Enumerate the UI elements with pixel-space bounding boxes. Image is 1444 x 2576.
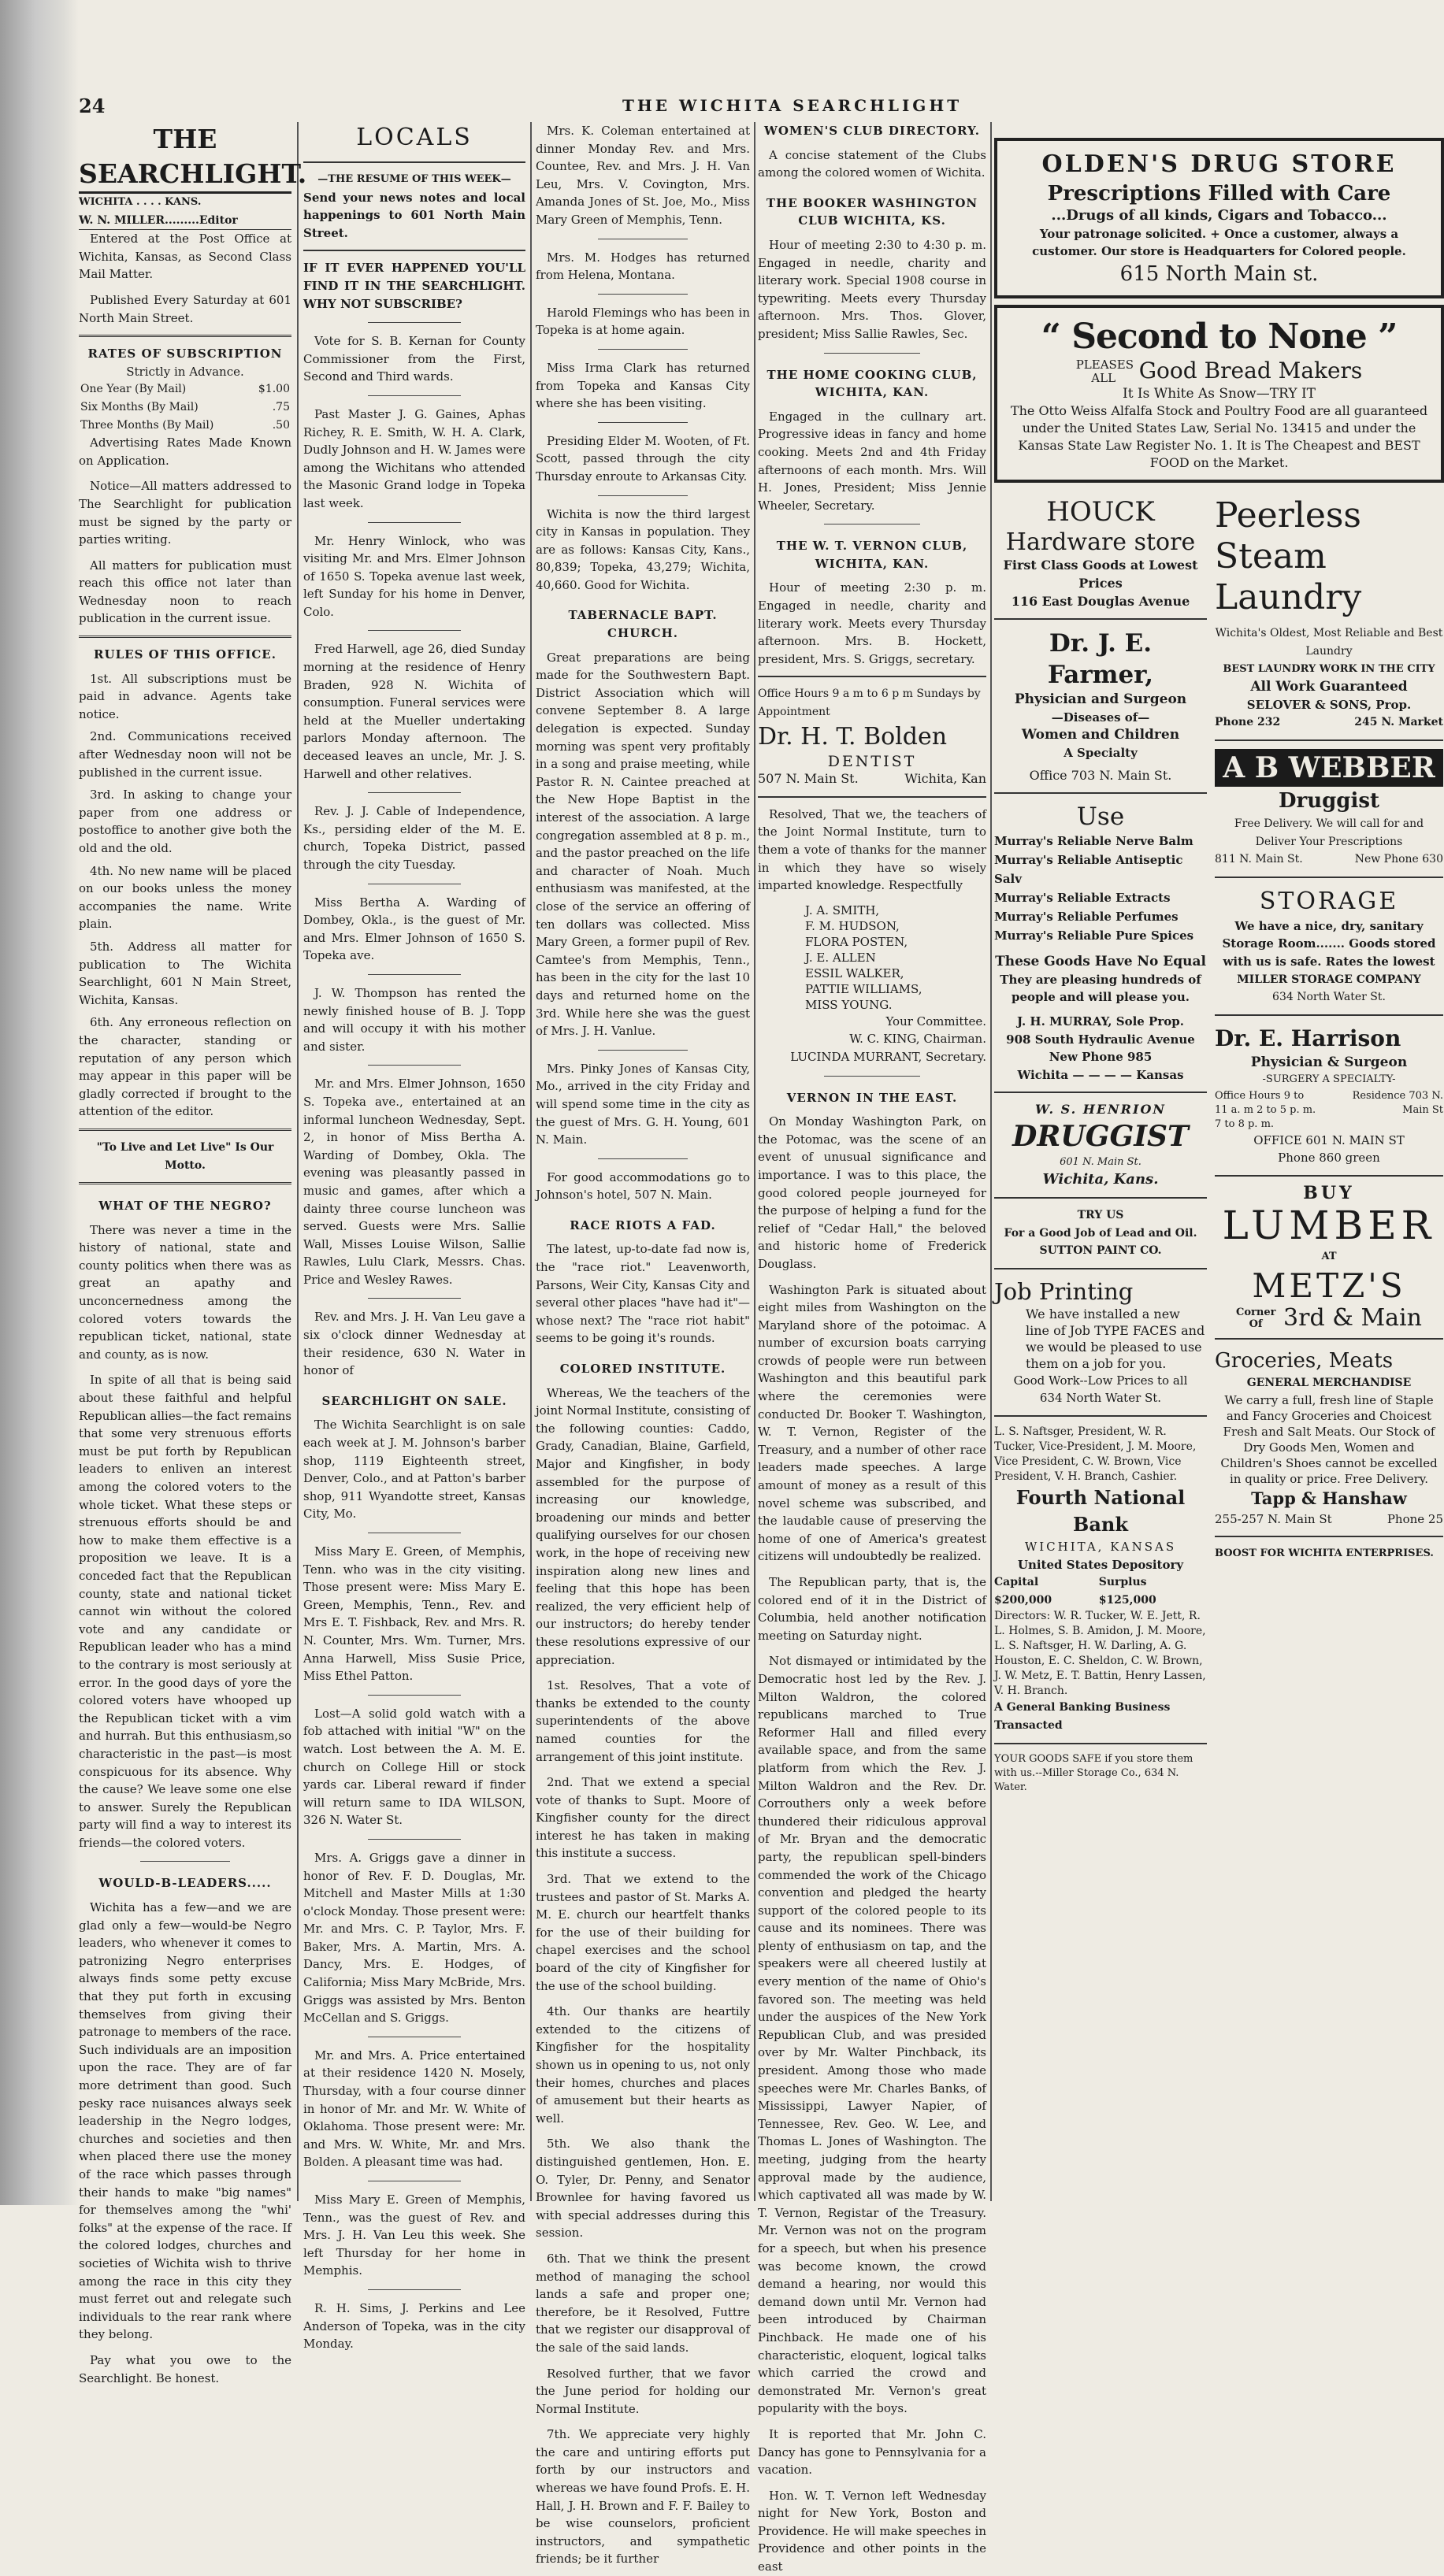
article-paragraph: The Republican party, that is, the colored end of it in the District of Columbia, held another notification meeting on Saturday night. [758,1575,986,1643]
divider [598,1158,688,1159]
divider [79,335,291,337]
divider [79,1129,291,1131]
houck-ad [994,495,1207,610]
bank-officers: L. S. Naftsger, President, W. R. Tucker, Vice-President, J. M. Moore, Vice President, C. W. Brown, Vice President, V. H. Branch, Cashier. [994,1425,1197,1484]
subscribe-notice: IF IT EVER HAPPENED YOU'LL FIND IT IN THE SEARCHLIGHT. WHY NOT SUBSCRIBE? [303,261,525,311]
harrison-name: Dr. E. Harrison [1215,1025,1401,1051]
divider [368,522,461,523]
dentist-name: Dr. H. T. Bolden [758,722,948,751]
olden-line: ...Drugs of all kinds, Cigars and Tobacco... [1051,207,1387,224]
club-heading: THE W. T. VERNON CLUB, WICHITA, KAN. [776,539,968,571]
local-item: Mr. and Mrs. Elmer Johnson, 1650 S. Topeka ave., entertained at an informal luncheon Wednesday, Sept. 2, in honor of Miss Bertha A. Warding of Dombey, Okla. The evening was pleasantly passed in music and games, after which a dainty three course luncheon was served. Guests were Mrs. Sallie Wall, Misses Louise Wilson, Sallie Rawles, Lulu Clark, Messrs. Chas. Price and Wesley Rawes. [303,1077,525,1287]
tapp-hanshaw-ad [1215,1347,1443,1528]
henrion-address: 601 N. Main St. [1060,1155,1141,1168]
divider [758,796,986,798]
bank-city: WICHITA, KANSAS [1024,1540,1177,1555]
bank-depository: United States Depository [1017,1557,1184,1572]
article-paragraph: Whereas, We the teachers of the joint Normal Institute, consisting of the following counties: Caddo, Grady, Canadian, Blaine, Garfield, Major and Kingfisher, in body assembled for the purpose of increasing our knowledge, broadening our minds and better qualifying ourselves for our chosen work, in the hope of receiving new inspiration along new lines and feeling that this hope has been realized, the very efficient help of our instructors; do hereby tender these resolutions expressive of our appreciation. [536,1385,750,1667]
article-paragraph: There was never a time in the history of national, state and county politics when there was as great an apathy and unconcernedness among the colored voters towards the republican ticket, national, state and county, as is now. [79,1222,291,1362]
motto: "To Live and Let Live" Is Our Motto. [96,1140,274,1172]
club-text: Hour of meeting 2:30 p. m. Engaged in needle, charity and literary work. Meets every Thursday afternoon. Mrs. B. Hockett, president, Mrs. S. Griggs, secretary. [758,580,986,666]
rate-row [79,417,291,435]
signer: J. E. ALLEN [805,950,876,965]
column-locals [303,122,525,2352]
harrison-hours-row [1215,1089,1443,1132]
local-item: Presiding Elder M. Wooten, of Ft. Scott, passed through the city Thursday enroute to Arkansas City. [536,433,750,484]
committee-line: Your Committee. [885,1014,986,1029]
editor-line: W. N. MILLER.........Editor [79,212,291,231]
use-item: Murray's Reliable Nerve Balm [994,834,1193,849]
article-paragraph: 7th. We appreciate very highly the care and untiring efforts put forth by our instructors and whereas we have found Profs. E. H. Hall, J. H. Brown and F. F. Bailey to be wise counselors, proficient instructors, and sympathetic friends; be it further [536,2427,750,2567]
ads-grid [994,495,1444,1794]
signer: MISS YOUNG. [805,997,893,1012]
divider [994,1092,1207,1093]
column-clubs [758,122,986,2574]
divider [758,676,986,677]
divider [1215,1338,1443,1340]
henrion-druggist: DRUGGIST [1012,1119,1189,1153]
column-advertisements [994,122,1444,2201]
article-paragraph: On Monday Washington Park, on the Potomac, was the scene of an event of unusual significance and importance. I was to this place, the good colored people journeyed for the purpose of helping a fund for the relief of "Cedar Hall," the beloved and historic home of Frederick Douglass. [758,1114,986,1271]
use-item: Murray's Reliable Pure Spices [994,928,1194,943]
divider [368,1298,461,1299]
job-address: 634 North Water St. [1039,1391,1162,1406]
divider [824,353,920,354]
local-item: Lost—A solid gold watch with a fob attached with initial "W" on the watch. Lost between the A. M. E. church on College Hill or stock yards car. Liberal reward if finder will return same to IDA WILSON, 326 N. Water St. [303,1706,525,1828]
rate-price: .75 [272,400,290,413]
article-heading: WOMEN'S CLUB DIRECTORY. [763,124,981,138]
tapp-contact-row [1215,1510,1443,1529]
storage-safe-notice: YOUR GOODS SAFE if you store them with us.--Miller Storage Co., 634 N. Water. [994,1752,1193,1793]
bank-general: A General Banking Business Transacted [994,1701,1171,1732]
sutton-ad [994,1206,1207,1260]
advertising-line: Advertising Rates Made Known on Application. [79,436,291,468]
local-item: Miss Irma Clark has returned from Topeka and Kansas City where she has been visiting. [536,360,750,411]
article-paragraph: Pay what you owe to the Searchlight. Be honest. [79,2352,291,2385]
olden-address: 615 North Main st. [1119,261,1319,286]
bank-capital: Capital $200,000 [994,1576,1052,1607]
peerless-word-3: Laundry [1215,577,1362,618]
rule-item: 3rd. In asking to change your paper from one address or postoffice to another give both the old and the old. [79,788,291,855]
divider [994,1197,1207,1199]
divider [598,495,688,496]
paper-place: WICHITA . . . . KANS. [79,196,202,208]
use-item: Murray's Reliable Extracts [994,891,1171,906]
paper-name: THE WICHITA SEARCHLIGHT [622,96,963,115]
divider [303,250,525,251]
local-item: Mr. Henry Winlock, who was visiting Mr. and Mrs. Elmer Johnson of 1650 S. Topeka avenue last week, left Sunday for his home in Denver, Colo. [303,533,525,619]
local-item: Vote for S. B. Kernan for County Commissioner from the First, Second and Third wards. [303,334,525,384]
henrion-name: W. S. HENRION [1034,1102,1167,1118]
peerless-word-2: Steam [1215,536,1327,577]
farmer-office: Office 703 N. Main St. [1029,767,1172,783]
divider [1215,1536,1443,1537]
lumber-buy: BUY [1303,1183,1355,1204]
local-item: J. W. Thompson has rented the newly finished house of B. J. Topp and will occupy it with his mother and sister. [303,985,525,1054]
lumber-at: AT [1321,1250,1337,1262]
article-heading: RACE RIOTS A FAD. [570,1218,716,1232]
lumber-location: 3rd & Main [1283,1303,1422,1332]
white-as-snow: It Is White As Snow—TRY IT [1122,385,1316,402]
article-paragraph: Resolved further, that we favor the June period for holding our Normal Institute. [536,2366,750,2416]
post-office-entry: Entered at the Post Office at Wichita, Kansas, as Second Class Mail Matter. [79,232,291,282]
local-item: Miss Mary E. Green, of Memphis, Tenn. who was in the city visiting. Those present were: Miss Mary E. Green, Memphis, Tenn., Rev. and Mrs E. T. Fishback, Rev. and Mrs. R. N. Counter, Mrs. Wm. Turner, Mrs. Anna Harwell, Miss Susie Price, Miss Ethel Patton. [303,1544,525,1684]
divider [994,618,1207,620]
article-paragraph: 2nd. That we extend a special vote of thanks to Supt. Moore of Kingfisher county for the direct interest he has taken in making this institute a success. [536,1775,750,1861]
club-text: Engaged in the cullnary art. Progressive ideas in fancy and home cooking. Meets 2nd and 4th Friday afternoons of each month. Mrs. Will H. Jones, President; Miss Jennie Wheeler, Secretary. [758,409,986,513]
club-text: Hour of meeting 2:30 to 4:30 p. m. Engaged in needle, charity and literary work. Special 1908 course in typewriting. Meets every Thursday afternoon. Mrs. Thos. Glover, president; Miss Sallie Rawles, Sec. [758,237,986,341]
signers-list [758,903,986,1013]
rate-label: Three Months (By Mail) [80,418,214,432]
article-paragraph: 5th. We also thank the distinguished gentlemen, Hon. E. O. Tyler, Dr. Penny, and Senator Brownlee for having favored us with special addresses during this session. [536,2137,750,2241]
page-number: 24 [79,95,106,117]
olden-tagline: Prescriptions Filled with Care [1047,182,1391,206]
club-heading: THE BOOKER WASHINGTON CLUB WICHITA, KS. [766,195,978,228]
rule-item: 6th. Any erroneous reflection on the character, standing or reputation of any person which may appear in this paper will be gladly corrected if brought to the attention of the editor. [79,1015,291,1119]
article-heading: VERNON IN THE EAST. [786,1090,958,1105]
divider [368,322,461,323]
local-item: Rev. and Mrs. J. H. Van Leu gave a six o'clock dinner Wednesday at their residence, 630 N. Water in honor of [303,1310,525,1378]
henrion-ad [994,1101,1207,1189]
page-header [79,95,1444,118]
divider [368,1065,461,1066]
locals-title: LOCALS [356,124,473,151]
rate-label: Six Months (By Mail) [80,400,199,413]
murray-ad [994,802,1207,1084]
harrison-ad [1215,1024,1443,1167]
article-paragraph: Wichita has a few—and we are glad only a few—would-be Negro leaders, who whenever it comes to patronizing Negro enterprises always finds some petty excuse that they put forth in excusing themselves from giving their patronage to members of the race. Such individuals are an imposition upon the race. They are of far more detriment than good. Such pesky race nuisances always seek leadership in the Negro lodges, churches and societies and then when placed there use the money of the race which passes through their hands to make "big names" for themselves among the "whi' folks" at the expense of the race. If the colored lodges, churches and societies of Wichita wish to thrive among the race in this city they must ferret out and relegate such individuals to the rear rank where they belong. [79,1900,291,2342]
notice-deadline: All matters for publication must reach this office not later than Wednesday noon to reach publication in the current issue. [79,558,291,626]
metz-lumber-ad [1215,1184,1443,1330]
houck-hardware: Hardware store [1005,528,1196,557]
divider [368,2289,461,2290]
published-line: Published Every Saturday at 601 North Main Street. [79,292,291,325]
peerless-phone: Phone 232 [1215,716,1281,729]
article-heading: WHAT OF THE NEGRO? [98,1199,272,1214]
divider [368,974,461,975]
send-notice: Send your news notes and local happenings to 601 North Main Street. [303,190,525,240]
peerless-address: 245 N. Market [1354,716,1443,729]
signer: J. A. SMITH, [805,903,880,917]
rates-table [79,380,291,434]
murray-address: 908 South Hydraulic Avenue [1006,1032,1195,1047]
peerless-prop: SELOVER & SONS, Prop. [1246,697,1412,712]
no-equal: These Goods Have No Equal [995,954,1206,970]
murray-phone: New Phone 985 [1049,1050,1153,1065]
divider [368,1839,461,1840]
bank-capital-row [994,1573,1207,1609]
farmer-name: Dr. J. E. Farmer, [1047,629,1154,690]
signer: FLORA POSTEN, [805,934,908,949]
olden-name: OLDEN'S DRUG STORE [1041,150,1397,178]
dentist-hours: Office Hours 9 a m to 6 p m Sundays by Appointment [758,688,981,719]
divider [994,1415,1207,1417]
divider [140,1861,229,1862]
second-to-none-heading: “ Second to None ” [1041,316,1398,357]
pleases-all: PLEASES ALL [1075,357,1134,385]
groceries-text: We carry a full, fresh line of Staple and Fancy Groceries and Choicest Fresh and Salt Meats. Our Stock of Dry Goods Men, Women and Children's Shoes cannot be excelled in quality or price. Free Delivery. [1220,1392,1438,1486]
divider [368,395,461,396]
paper-title: THE SEARCHLIGHT. [79,122,291,194]
divider [598,294,688,295]
article-paragraph: Not dismayed or intimidated by the Democratic host led by the Rev. J. Milton Waldron, the colored republicans marched to True Reformer Hall and filled every available space, and from the same platform from which the Rev. J. Milton Waldron and the Rev. Dr. Corrouthers only a week before thundered their ridiculous approval of Mr. Bryan and the democratic party, the republican spell-binders commended the work of the Chicago convention and pledged the hearty support of the colored people to its cause and its nominees. There was plenty of enthusiasm on tap, and the speakers were all cheered lustily at every mention of the name of Ohio's favored son. The meeting was held under the auspices of the New York Republican Club, and was presided over by Mr. Walter Pinchback, its president. Among those who made speeches were Mr. Charles Banks, of Mississippi, Lawyer Napier, of Tennessee, Rev. Geo. W. Lee, and Thomas L. Jones of Washington. The meeting, judging from the hearty approval made by the audience, which captivated all was made by W. T. Vernon, Registar of the Treasury. Mr. Vernon was not on the program for a speech, but when his presence was become known, the crowd demand a hearing, nor would this demand down until Mr. Vernon had been introduced by Chairman Pinchback. He made one of his characteristic, eloquent, logical talks which carried the crowd and demonstrated Mr. Vernon's great popularity with the boys. [758,1654,986,2416]
rates-heading: RATES OF SUBSCRIPTION [87,347,283,361]
olden-solicit: Your patronage solicited. + Once a customer, always a customer. Our store is Headquarters for Colored people. [1032,226,1406,259]
lumber-location-row [1215,1303,1443,1332]
bank-name: Fourth National Bank [1015,1486,1186,1536]
lumber-word: LUMBER [1222,1202,1436,1248]
peerless-oldest: Wichita's Oldest, Most Reliable and Best Laundry [1215,627,1443,658]
signer: ESSIL WALKER, [805,966,904,980]
rule-item: 4th. No new name will be placed on our books unless the money accompanies the name. Write plain. [79,863,291,932]
local-item: Rev. J. J. Cable of Independence, Ks., persiding elder of the M. E. church, Topeka District, passed through the city Tuesday. [303,804,525,872]
webber-phone: New Phone 630 [1354,853,1443,866]
olden-drug-ad [994,138,1444,298]
article-heading: TABERNACLE BAPT. CHURCH. [568,608,718,641]
farmer-title: Physician and Surgeon [1014,691,1187,708]
storage-text: We have a nice, dry, sanitary Storage Room....... Goods stored with us is safe. Rates the lowest [1222,918,1436,969]
dentist-title: DENTIST [827,752,917,770]
local-item: Wichita is now the third largest city in Kansas in population. They are as follows: Kansas City, Kans., 80,839; Topeka, 43,279; Wichita, 40,660. Good for Wichita. [536,506,750,592]
column-rule [297,122,299,2201]
webber-druggist: Druggist [1278,788,1380,813]
lumber-corner: Corner Of [1236,1307,1276,1331]
local-item: Harold Flemings who has been in Topeka is at home again. [536,305,750,338]
rule-item: 5th. Address all matter for publication to The Wichita Searchlight, 601 N Main Street, Wichita, Kansas. [79,939,291,1007]
lumber-metz: METZ'S [1252,1266,1406,1306]
bank-ad [994,1425,1207,1735]
divider [368,1695,461,1696]
webber-address: 811 N. Main St. [1215,853,1303,866]
divider [598,1050,688,1051]
bank-surplus: Surplus $125,000 [1098,1576,1156,1607]
dentist-address: 507 N. Main St. [758,771,859,787]
rate-price: $1.00 [258,383,290,396]
local-item: Mrs. M. Hodges has returned from Helena, Montana. [536,250,750,283]
bank-directors: Directors: W. R. Tucker, W. E. Jett, R. L. Holmes, S. B. Amidon, J. M. Moore, L. S. Naftsger, H. W. Darling, A. G. Houston, E. C. Sheldon, C. W. Brown, J. W. Metz, E. T. Battin, Henry Lassen, V. H. Branch. [994,1610,1206,1698]
harrison-hours: Office Hours 9 to 11 a. m 2 to 5 p. m. 7 to 8 p. m. [1215,1089,1316,1130]
column-rule [754,122,755,2201]
local-item: Fred Harwell, age 26, died Sunday morning at the residence of Henry Braden, 928 N. Wichita of consumption. Funeral services were held at the Mueller undertaking parlors Monday afternoon. The deceased leaves an uncle, Mr. J. S. Harwell and other relatives. [303,642,525,781]
pleasing-hundreds: They are pleasing hundreds of people and will please you. [1000,972,1201,1005]
divider [1215,1175,1443,1177]
divider [79,636,291,638]
farmer-women: Women and Children [1021,727,1180,743]
local-item: Miss Bertha A. Warding of Dombey, Okla., is the guest of Mr. and Mrs. Elmer Johnson of 1650 S. Topeka ave. [303,895,525,963]
job-good-work: Good Work--Low Prices to all [1013,1373,1188,1388]
article-paragraph: Washington Park is situated about eight miles from Washington on the Maryland shore of the potoimac. A number of excursion boats carrying crowds of people were run between Washington and this beautiful park where the ceremonies were conducted Dr. Booker T. Washington, W. T. Vernon, Register of the Treasury, and a number of other race leaders made speeches. A large amount of money as a result of this novel scheme was subscribed, and the laudable cause of preserving the home of one of America's greatest citizens will undoubtedly be realized. [758,1282,986,1564]
peerless-guarantee: All Work Guaranteed [1250,679,1408,695]
storage-ad [1215,886,1443,1006]
use-item: Murray's Reliable Antiseptic Salv [994,853,1183,887]
webber-name: A B WEBBER [1215,749,1443,787]
divider [1215,1014,1443,1016]
sutton-try: TRY US [1077,1209,1124,1222]
rule-item: 2nd. Communications received after Wednesday noon will not be published in the current issue. [79,729,291,780]
rate-row [79,398,291,417]
houck-name: HOUCK [1046,496,1155,528]
groceries-heading: Groceries, Meats [1215,1349,1394,1373]
job-printing-ad [994,1277,1207,1407]
article-paragraph: It is reported that Mr. John C. Dancy has gone to Pennsylvania for a vacation. [758,2426,986,2478]
sutton-for: For a Good Job of Lead and Oil. [1004,1226,1197,1240]
murray-city: Wichita — — — — Kansas [1017,1067,1184,1082]
webber-delivery: Free Delivery. We will call for and Deliver Your Prescriptions [1234,817,1424,848]
webber-contact-row [1215,851,1443,869]
local-item: Past Master J. G. Gaines, Aphas Richey, R. E. Smith, W. H. A. Clark, Dudly Johnson and H. W. James were among the Wichitans who attended the Masonic Grand lodge in Topeka last week. [303,406,525,510]
binding-gutter [0,0,79,2205]
divider [598,422,688,423]
divider [303,161,525,163]
local-item: Mrs. A. Griggs gave a dinner in honor of Rev. F. D. Douglas, Mr. Mitchell and Master Mills at 1:30 o'clock Monday. Those present were: Mr. and Mrs. C. P. Taylor, Mrs. F. Baker, Mrs. A. Martin, Mrs. A. Dancy, Mrs. E. Hodges, of California; Miss Mary McBride, Mrs. Griggs was assisted by Mrs. Benton McCellan and S. Griggs. [303,1850,525,2026]
column-news [536,122,750,2567]
article-heading: WOULD-B-LEADERS..... [98,1876,272,1891]
divider [1215,877,1443,878]
storage-heading: STORAGE [1259,887,1399,915]
divider [368,630,461,631]
tapp-phone: Phone 25 [1386,1511,1443,1526]
article-heading: SEARCHLIGHT ON SALE. [321,1393,507,1408]
job-text: We have installed a new line of Job TYPE FACES and we would be pleased to use them on a job for you. [1026,1306,1205,1371]
local-item: Mr. and Mrs. A. Price entertained at their residence 1420 N. Mosely, Thursday, with a four course dinner in honor of Mr. and Mr. W. White of Oklahoma. Those present were: Mr. and Mrs. W. White, Mr. and Mrs. Bolden. A pleasant time was had. [303,2048,525,2170]
use-item: Murray's Reliable Perfumes [994,910,1179,925]
column-rule [530,122,532,2201]
bread-makers-row [1005,358,1433,385]
local-item: R. H. Sims, J. Perkins and Lee Anderson of Topeka, was in the city Monday. [303,2300,525,2352]
club-heading: THE HOME COOKING CLUB, WICHITA, KAN. [767,367,978,400]
article-paragraph: A concise statement of the Clubs among the colored women of Wichita. [758,147,986,180]
article-paragraph: In spite of all that is being said about these faithful and helpful Republican allies—the fact remains that some very strenuous efforts must be put forth by Republican leaders to enliven an interest among the colored voters to the whole ticket. What these steps or strenuous efforts should be and how to make them effective is a proposition we leave. It is a conceded fact that the Republican county, state and national ticket cannot win without the colored vote and any candidate or Republican leader who has a mind to the contrary is most seriously at error. In the good days of yore the colored voters have whooped up the Republican ticket with a vim and hurrah. But this enthusiasm,so characteristic in the past—is most conspicuous for its absence. Why the cause? We leave some one else to answer. Surely the Republican party will find a way to interest its friends—the colored voters. [79,1373,291,1850]
local-item: Mrs. K. Coleman entertained at dinner Monday Rev. and Mrs. Countee, Rev. and Mrs. J. H. Van Leu, Mrs. V. Covington, Mrs. Amanda Jones of St. Joe, Mo., Miss Mary Green of Memphis, Tenn. [536,124,750,227]
resolution-text: Resolved, That we, the teachers of the Joint Normal Institute, turn to them a vote of thanks for the manner in which they have so wisely imparted knowledge. Respectfully [758,806,986,893]
local-item: Miss Mary E. Green of Memphis, Tenn., was the guest of Rev. and Mrs. J. H. Van Leu this week. She left Thursday for her home in Memphis. [303,2192,525,2278]
article-paragraph: Great preparations are being made for the Southwestern Bapt. District Association which will convene September 8. A large delegation is expected. Sunday morning was spent very profitably in a song and praise meeting, while Pastor R. N. Caintee preached at the New Hope Baptist in the interest of the association. A large congregation assembled at 8 p. m., and the pastor preached on the life and character of Noah. Much enthusiasm was manifested, at the close of the service an offering of ten dollars was collected. Miss Mary Green, a former pupil of Rev. Camtee's from Memphis, Tenn., has been in the city for the last 10 days and returned home on the 3rd. While here she was the guest of Mrs. J. H. Vanlue. [536,650,750,1039]
peerless-best: BEST LAUNDRY WORK IN THE CITY [1223,662,1435,675]
article-heading: COLORED INSTITUTE. [559,1362,726,1377]
article-paragraph: 4th. Our thanks are heartily extended to the citizens of Kingfisher for the hospitality shown us in opening to us, not only their homes, churches and places of amusement but their hearts as well. [536,2004,750,2126]
farmer-ad [994,628,1207,784]
rule-item: 1st. All subscriptions must be paid in advance. Agents take notice. [79,671,291,721]
divider [598,349,688,350]
murray-prop: J. H. MURRAY, Sole Prop. [1017,1014,1184,1029]
harrison-phone: Phone 860 green [1278,1151,1380,1166]
harrison-specialty: -SURGERY A SPECIALTY- [1262,1073,1396,1086]
article-paragraph: The Wichita Searchlight is on sale each week at J. M. Johnson's barber shop, 1119 Eighteenth street, Denver, Colo., and at Patton's barber shop, 911 Wyandotte street, Kansas City, Mo. [303,1418,525,1522]
webber-ad [1215,749,1443,869]
harrison-office: OFFICE 601 N. MAIN ST [1253,1132,1405,1147]
divider [994,792,1207,794]
peerless-ad [1215,495,1443,732]
use-heading: Use [1076,802,1125,832]
ads-left [994,495,1207,1794]
divider [79,1182,291,1184]
harrison-residence: Residence 703 N. Main St [1352,1089,1443,1116]
sutton-name: SUTTON PAINT CO. [1039,1244,1162,1258]
divider [994,1743,1207,1744]
peerless-word-1: Peerless [1215,495,1362,536]
storage-address: 634 North Water St. [1272,991,1386,1004]
rates-subheading: Strictly in Advance. [126,364,244,379]
henrion-city: Wichita, Kans. [1042,1171,1159,1188]
use-list [994,832,1207,945]
article-paragraph: The latest, up-to-date fad now is, the "race riot." Leavenworth, Parsons, Weir City, Kansas City and several other places "have had it"—whose next? The "race riot habit" seems to be going it's rounds. [536,1242,750,1346]
farmer-diseases: —Diseases of— [1051,710,1150,725]
job-heading: Job Printing [994,1277,1134,1305]
divider [994,1268,1207,1269]
houck-goods: First Class Goods at Lowest Prices [1003,558,1198,591]
rate-price: .50 [272,418,290,432]
signer: PATTIE WILLIAMS, [805,981,922,996]
peerless-contact-row [1215,713,1443,732]
local-item: For good accommodations go to Johnson's hotel, 507 N. Main. [536,1169,750,1203]
general-merchandise: GENERAL MERCHANDISE [1246,1377,1412,1390]
column-editorial [79,122,307,2385]
rules-list [79,670,291,1121]
signer: F. M. HUDSON, [805,918,900,933]
secretary-line: LUCINDA MURRANT, Secretary. [790,1049,986,1064]
rate-row [79,380,291,398]
houck-address: 116 East Douglas Avenue [1011,593,1190,609]
article-paragraph: 3rd. That we extend to the trustees and pastor of St. Marks A. M. E. church our heartfelt thanks for the use of their building for chapel exercises and the school board of the city of Kingfisher for the use of the school building. [536,1872,750,1993]
article-paragraph: 1st. Resolves, That a vote of thanks be extended to the county superintendents of the above named counties for the arrangement of this joint institute. [536,1678,750,1764]
dentist-ad [758,685,986,788]
good-bread-makers: Good Bread Makers [1138,358,1363,384]
local-item: Mrs. Pinky Jones of Kansas City, Mo., arrived in the city Friday and will spend some time in the city as the guest of Mrs. G. H. Young, 601 N. Main. [536,1061,750,1147]
rate-label: One Year (By Mail) [80,383,187,396]
divider [1215,739,1443,741]
rules-heading: RULES OF THIS OFFICE. [94,647,277,662]
column-rule [990,122,992,2201]
divider [368,792,461,793]
resume-line: —THE RESUME OF THIS WEEK— [317,173,511,185]
harrison-title: Physician & Surgeon [1250,1054,1408,1070]
tapp-address: 255-257 N. Main St [1215,1511,1332,1526]
storage-company: MILLER STORAGE COMPANY [1237,973,1421,986]
dentist-address-row [758,770,986,788]
ads-right [1215,495,1443,1794]
boost-line: BOOST FOR WICHITA ENTERPRISES. [1215,1547,1434,1560]
notice-signed: Notice—All matters addressed to The Searchlight for publication must be signed by the party or parties writing. [79,479,291,547]
tapp-name: Tapp & Hanshaw [1251,1488,1407,1508]
otto-weiss-body: The Otto Weiss Alfalfa Stock and Poultry Food are all guaranteed under the United States Law, Serial No. 13415 and under the Kansas State Law Register No. 1. It is The Cheapest and BEST FOOD on the Market. [1010,403,1428,471]
dentist-city: Wichita, Kan [904,771,986,787]
farmer-specialty: A Specialty [1064,745,1138,760]
chair-line: W. C. KING, Chairman. [849,1032,986,1047]
article-paragraph: 6th. That we think the present method of managing the school lands a safe and proper one; therefore, be it Resolved, Futtre that we register our disapproval of the sale of the said lands. [536,2251,750,2355]
otto-weiss-ad [994,305,1444,484]
article-paragraph: Hon. W. T. Vernon left Wednesday night for New York, Boston and Providence. He will make speeches in Providence and other points in the east [758,2488,986,2574]
divider [824,1076,920,1077]
